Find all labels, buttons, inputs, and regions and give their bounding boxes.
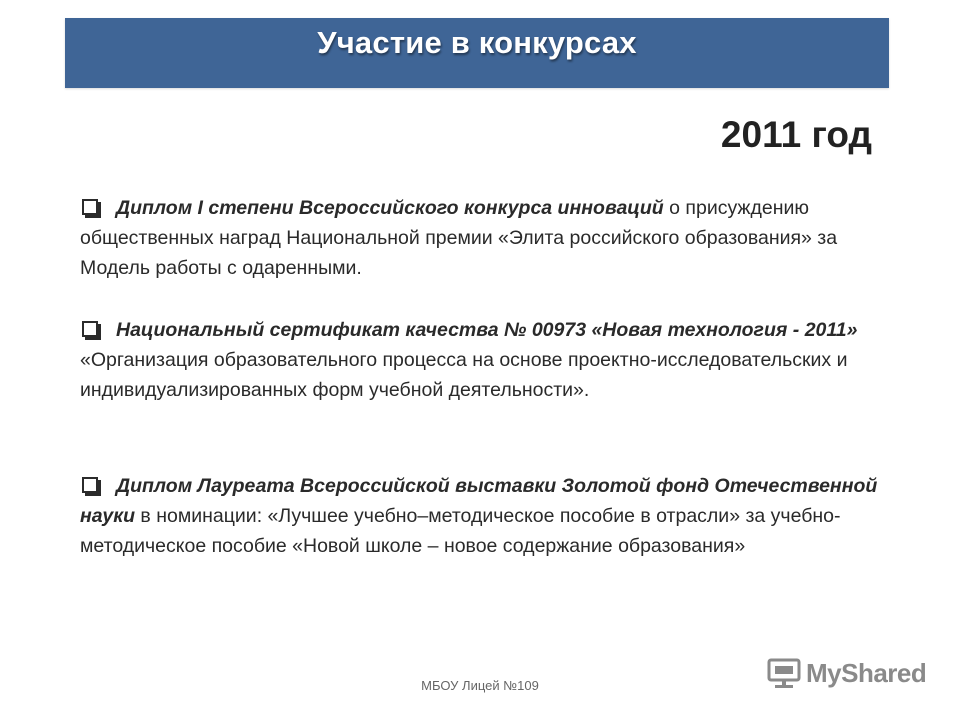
list-item [80,193,880,283]
page-title: Участие в конкурсах [317,25,637,60]
title-bar [65,18,889,88]
footer-text: МБОУ Лицей №109 [421,678,539,693]
watermark-text: MyShared [806,657,927,688]
item-emphasis: Диплом Лауреата Всероссийской выставки Золотой фонд Отечественной науки [80,475,878,527]
item-text: «Организация образовательного процесса на основе проектно-исследовательских и индивидуализированных форм учебной деятельности». [80,349,848,401]
presentation-screen-icon [766,657,802,689]
item-emphasis: Национальный сертификат качества № 00973 «Новая технология - 2011» [116,319,858,341]
item-text: о присуждению общественных наград Национальной премии «Элита российского образования» за Модель работы с одаренными. [80,197,838,279]
list-item [80,315,880,405]
watermark-logo [766,657,926,689]
item-text: в номинации: «Лучшее учебно–методическое пособие в отрасли» за учебно-методическое пособие «Новой школе – новое содержание образования» [80,505,841,557]
list-item [80,471,880,561]
hollow-square-bullet-icon [82,477,98,493]
hollow-square-bullet-icon [82,321,98,337]
hollow-square-bullet-icon [82,199,98,215]
item-emphasis: Диплом I степени Всероссийского конкурса инноваций [116,197,664,219]
year-heading: 2011 год [720,114,872,155]
